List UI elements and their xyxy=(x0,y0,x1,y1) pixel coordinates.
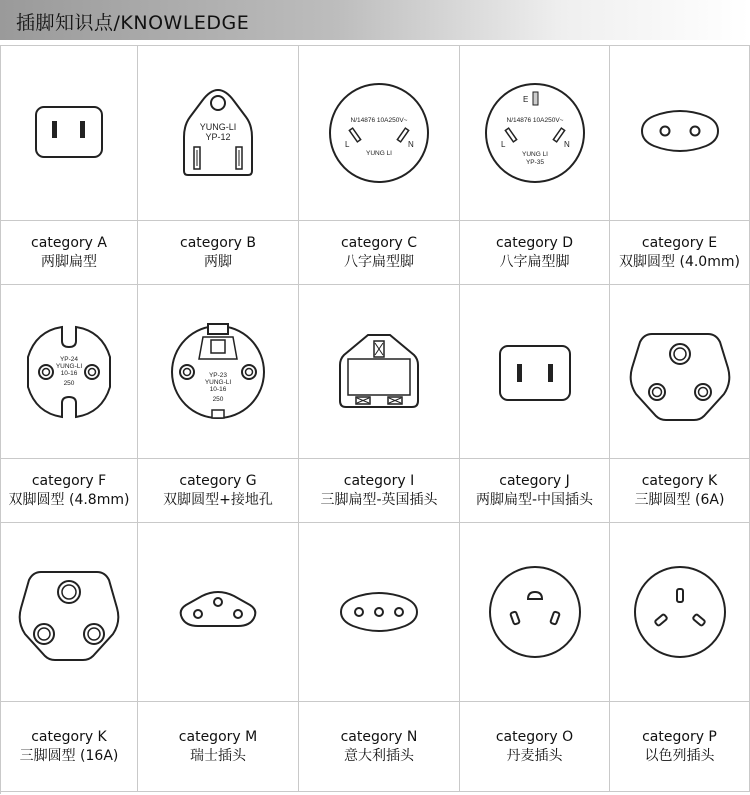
italy-plug-icon xyxy=(319,552,439,672)
category-code: category P xyxy=(642,728,717,745)
plug-b-model: YP-12 xyxy=(205,132,231,142)
swiss-plug-icon xyxy=(158,552,278,672)
plug-label-a xyxy=(1,221,138,285)
plug-image-g xyxy=(138,285,299,459)
plug-label-c xyxy=(299,221,460,285)
plug-c-right: N xyxy=(408,140,414,149)
plug-image-b xyxy=(138,46,299,221)
plug-label-g xyxy=(138,459,299,523)
plug-f-code: 250 xyxy=(63,379,75,387)
plug-image-p xyxy=(610,523,750,702)
china-flat-plug-icon xyxy=(475,312,595,432)
plug-image-j xyxy=(460,285,610,459)
plug-grid xyxy=(0,45,750,794)
plug-type-name: 三脚圆型 (16A) xyxy=(19,747,119,764)
plug-image-c xyxy=(299,46,460,221)
plug-b-brand: YUNG-LI xyxy=(199,122,237,132)
plug-g-gauge: 10-16 xyxy=(209,385,227,393)
plug-image-o xyxy=(460,523,610,702)
plug-label-b xyxy=(138,221,299,285)
plug-type-name: 丹麦插头 xyxy=(506,747,563,764)
plug-c-rating: N/14876 10A250V~ xyxy=(350,117,408,124)
plug-type-name: 两脚扁型 xyxy=(41,253,97,270)
plug-label-k16 xyxy=(1,702,138,792)
category-code: category M xyxy=(178,728,258,745)
schuko-plug-icon xyxy=(4,307,134,437)
category-code: category B xyxy=(180,234,256,251)
plug-g-code: 250 xyxy=(212,395,224,403)
plug-type-name: 意大利插头 xyxy=(344,747,414,764)
plug-d-rating: N/14876 10A250V~ xyxy=(506,117,563,124)
plug-label-j xyxy=(460,459,610,523)
plug-type-name: 以色列插头 xyxy=(644,747,715,764)
plug-image-d xyxy=(460,46,610,221)
plug-g-brand: YUNG-LI xyxy=(204,378,232,386)
plug-type-name: 三脚圆型 (6A) xyxy=(634,491,725,508)
plug-f-model: YP-24 xyxy=(59,355,79,363)
plug-type-name: 三脚扁型-英国插头 xyxy=(320,491,438,508)
plug-image-a xyxy=(1,46,138,221)
category-code: category O xyxy=(495,728,574,745)
plug-c-brand: YUNG LI xyxy=(365,150,393,157)
plug-label-f xyxy=(1,459,138,523)
plug-image-n xyxy=(299,523,460,702)
two-flat-pin-plug-icon xyxy=(9,73,129,193)
plug-image-e xyxy=(610,46,750,221)
plug-d-earth: E xyxy=(522,95,528,104)
plug-label-m xyxy=(138,702,299,792)
two-round-pin-plug-icon xyxy=(620,73,740,193)
section-header xyxy=(0,0,750,40)
plug-type-name: 瑞士插头 xyxy=(190,747,246,764)
three-round-pin-6a-plug-icon xyxy=(620,312,740,432)
plug-f-gauge: 10-16 xyxy=(60,369,78,377)
category-code: category K xyxy=(641,472,718,489)
plug-d-right: N xyxy=(563,140,570,149)
category-code: category A xyxy=(31,234,107,251)
plug-image-f xyxy=(1,285,138,459)
plug-image-m xyxy=(138,523,299,702)
plug-label-n xyxy=(299,702,460,792)
plug-type-name: 两脚扁型-中国插头 xyxy=(475,491,594,508)
category-code: category K xyxy=(31,728,107,745)
v-flat-pin-plug-icon xyxy=(319,73,439,193)
plug-f-brand: YUNG-LI xyxy=(55,362,83,370)
plug-c-left: L xyxy=(345,140,350,149)
section-title: 插脚知识点/KNOWLEDGE xyxy=(16,12,250,34)
v-flat-earth-plug-icon xyxy=(475,73,595,193)
plug-type-name: 八字扁型脚 xyxy=(499,253,570,270)
category-code: category D xyxy=(495,234,574,251)
category-code: category J xyxy=(499,472,570,489)
plug-d-brand: YUNG LI xyxy=(521,151,548,158)
plug-d-left: L xyxy=(500,140,505,149)
category-code: category I xyxy=(343,472,415,489)
plug-g-model: YP-23 xyxy=(208,371,228,379)
plug-label-k6 xyxy=(610,459,750,523)
israel-socket-icon xyxy=(620,552,740,672)
plug-type-name: 两脚 xyxy=(204,253,232,270)
category-code: category N xyxy=(340,728,418,745)
plug-label-d xyxy=(460,221,610,285)
three-round-pin-16a-plug-icon xyxy=(9,552,129,672)
earthed-round-plug-icon xyxy=(153,307,283,437)
plug-type-name: 双脚圆型+接地孔 xyxy=(163,491,273,508)
uk-plug-icon xyxy=(314,307,444,437)
plug-label-o xyxy=(460,702,610,792)
denmark-socket-icon xyxy=(475,552,595,672)
plug-type-name: 双脚圆型 (4.8mm) xyxy=(8,491,130,508)
plug-d-model: YP-35 xyxy=(525,159,544,166)
plug-label-p xyxy=(610,702,750,792)
category-code: category G xyxy=(179,472,257,489)
plug-label-e xyxy=(610,221,750,285)
two-pin-plug-icon xyxy=(153,73,283,193)
plug-label-i xyxy=(299,459,460,523)
category-code: category F xyxy=(31,472,107,489)
plug-image-i xyxy=(299,285,460,459)
plug-type-name: 八字扁型脚 xyxy=(344,253,414,270)
plug-type-name: 双脚圆型 (4.0mm) xyxy=(619,253,740,270)
plug-image-k6 xyxy=(610,285,750,459)
category-code: category E xyxy=(641,234,718,251)
plug-image-k16 xyxy=(1,523,138,702)
category-code: category C xyxy=(340,234,418,251)
